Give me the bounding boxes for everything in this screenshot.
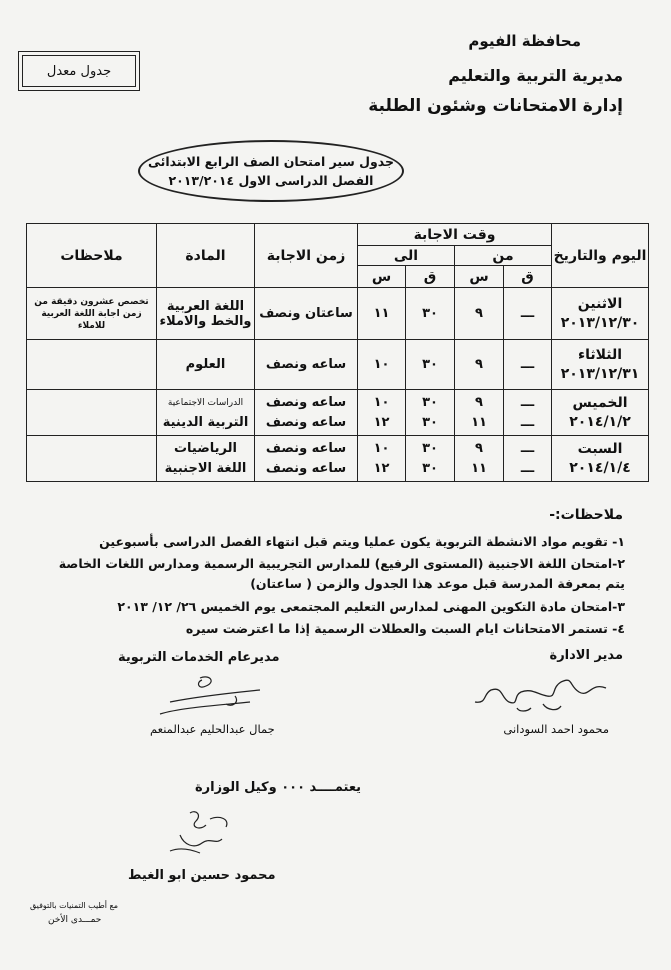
- footer-wishes: مع أطيب التمنيات بالتوفيق: [30, 901, 119, 910]
- directorate-name: مديرية التربية والتعليم: [448, 66, 623, 85]
- schedule-title-line1: جدول سير امتحان الصف الرابع الابتدائى: [148, 154, 394, 169]
- schedule-title-line2: الفصل الدراسى الاول ٢٠١٣/٢٠١٤: [168, 173, 374, 188]
- day-date-cell: [552, 390, 649, 436]
- from-s-cell: ٩: [455, 288, 504, 340]
- notes-heading: ملاحظات:-: [549, 507, 623, 523]
- notes-cell: [27, 390, 157, 436]
- deputy-minister-name: محمود حسين ابو الغيط: [128, 868, 276, 883]
- header-from-q: ق: [504, 266, 552, 288]
- header-to: الى: [358, 246, 455, 266]
- day-date-cell: [552, 340, 649, 390]
- general-manager-name: جمال عبدالحليم عبدالمنعم: [150, 722, 275, 736]
- day-name: الثلاثاء: [577, 346, 623, 363]
- day-date-cell: [552, 436, 649, 482]
- notes-cell: [27, 436, 157, 482]
- director-name: محمود احمد السودانى: [503, 722, 609, 736]
- notes-cell: [27, 340, 157, 390]
- header-to-q: ق: [406, 266, 455, 288]
- to-s-cell: ١٠: [358, 340, 406, 390]
- to-s-cell: ١١: [358, 288, 406, 340]
- modified-schedule-badge: جدول معدل: [22, 55, 136, 87]
- general-manager-title: مديرعام الخدمات التربوية: [118, 650, 280, 665]
- notes-cell: تخصص عشرون دقيقة من زمن اجابة اللغة العربية للاملاء: [27, 288, 157, 340]
- footer-name: حمـــدى الأخن: [48, 915, 102, 925]
- duration-cell: ساعتان ونصف: [255, 288, 358, 340]
- duration-cell: ساعه ونصف: [255, 340, 358, 390]
- exam-date: ٢٠١٣/١٢/٣١: [560, 365, 640, 382]
- director-title: مدير الادارة: [549, 648, 623, 663]
- day-name: الخميس: [572, 394, 628, 411]
- to-q-cell: ٣٠: [406, 340, 455, 390]
- duration-cell: ساعه ونصف ساعه ونصف: [255, 436, 358, 482]
- from-q-cell: ـــ ـــ: [504, 436, 552, 482]
- from-q-cell: ـــ ـــ: [504, 390, 552, 436]
- from-s-cell: ٩: [455, 340, 504, 390]
- header-notes: ملاحظات: [27, 224, 157, 288]
- subject-cell: الرياضيات اللغة الاجنبية: [157, 436, 255, 482]
- note-item: ٢-امتحان اللغة الاجنبية (المستوى الرفيع) للمدارس التجريبية الرسمية ومدارس اللغات الخاصة: [58, 556, 625, 571]
- deputy-signature: [150, 805, 260, 860]
- director-signature: [461, 668, 611, 716]
- schedule-title: [138, 140, 404, 202]
- day-name: السبت: [577, 440, 623, 457]
- exam-schedule-table: [26, 223, 649, 482]
- header-answer-time: وقت الاجابة: [358, 224, 552, 246]
- subject-cell: اللغة العربية والخط والاملاء: [157, 288, 255, 340]
- header-from: من: [455, 246, 552, 266]
- table-row: [27, 340, 649, 390]
- table-row: [27, 288, 649, 340]
- to-s-cell: ١٠ ١٢: [358, 390, 406, 436]
- to-q-cell: ٣٠ ٣٠: [406, 390, 455, 436]
- from-q-cell: ـــ: [504, 288, 552, 340]
- department-name: إدارة الامتحانات وشئون الطلبة: [368, 96, 623, 116]
- header-from-s: س: [455, 266, 504, 288]
- governorate-name: محافظة الفيوم: [468, 32, 581, 50]
- note-item: ٤- تستمر الامتحانات ايام السبت والعطلات الرسمية إذا ما اعترضت سيره: [185, 621, 625, 636]
- exam-date: ٢٠١٤/١/٢: [569, 413, 631, 430]
- from-s-cell: ٩ ١١: [455, 390, 504, 436]
- to-q-cell: ٣٠ ٣٠: [406, 436, 455, 482]
- header-day-date: اليوم والتاريخ: [552, 224, 649, 288]
- subject-cell: الدراسات الاجتماعية التربية الدينية: [157, 390, 255, 436]
- to-s-cell: ١٠ ١٢: [358, 436, 406, 482]
- header-duration: زمن الاجابة: [255, 224, 358, 288]
- from-s-cell: ٩ ١١: [455, 436, 504, 482]
- exam-date: ٢٠١٤/١/٤: [569, 459, 631, 476]
- to-q-cell: ٣٠: [406, 288, 455, 340]
- note-item: ١- تقويم مواد الانشطة التربوية يكون عمليا ويتم قبل انتهاء الفصل الدراسى بأسبوعين: [99, 534, 625, 549]
- from-q-cell: ـــ: [504, 340, 552, 390]
- header-to-s: س: [358, 266, 406, 288]
- day-name: الاثنين: [577, 295, 623, 312]
- subject-cell: العلوم: [157, 340, 255, 390]
- general-manager-signature: [140, 672, 290, 722]
- note-item: ٣-امتحان مادة التكوين المهنى لمدارس التعليم المجتمعى يوم الخميس ٢٦/ ١٢/ ٢٠١٣: [117, 599, 625, 614]
- note-item: يتم بمعرفة المدرسة قبل موعد هذا الجدول والزمن ( ساعتان): [250, 576, 625, 591]
- table-row: [27, 390, 649, 436]
- exam-date: ٢٠١٣/١٢/٣٠: [560, 314, 640, 331]
- header-subject: المادة: [157, 224, 255, 288]
- duration-cell: ساعه ونصف ساعه ونصف: [255, 390, 358, 436]
- approval-line: يعتمــــد ٠٠٠ وكيل الوزارة: [195, 780, 362, 795]
- day-date-cell: [552, 288, 649, 340]
- table-row: [27, 436, 649, 482]
